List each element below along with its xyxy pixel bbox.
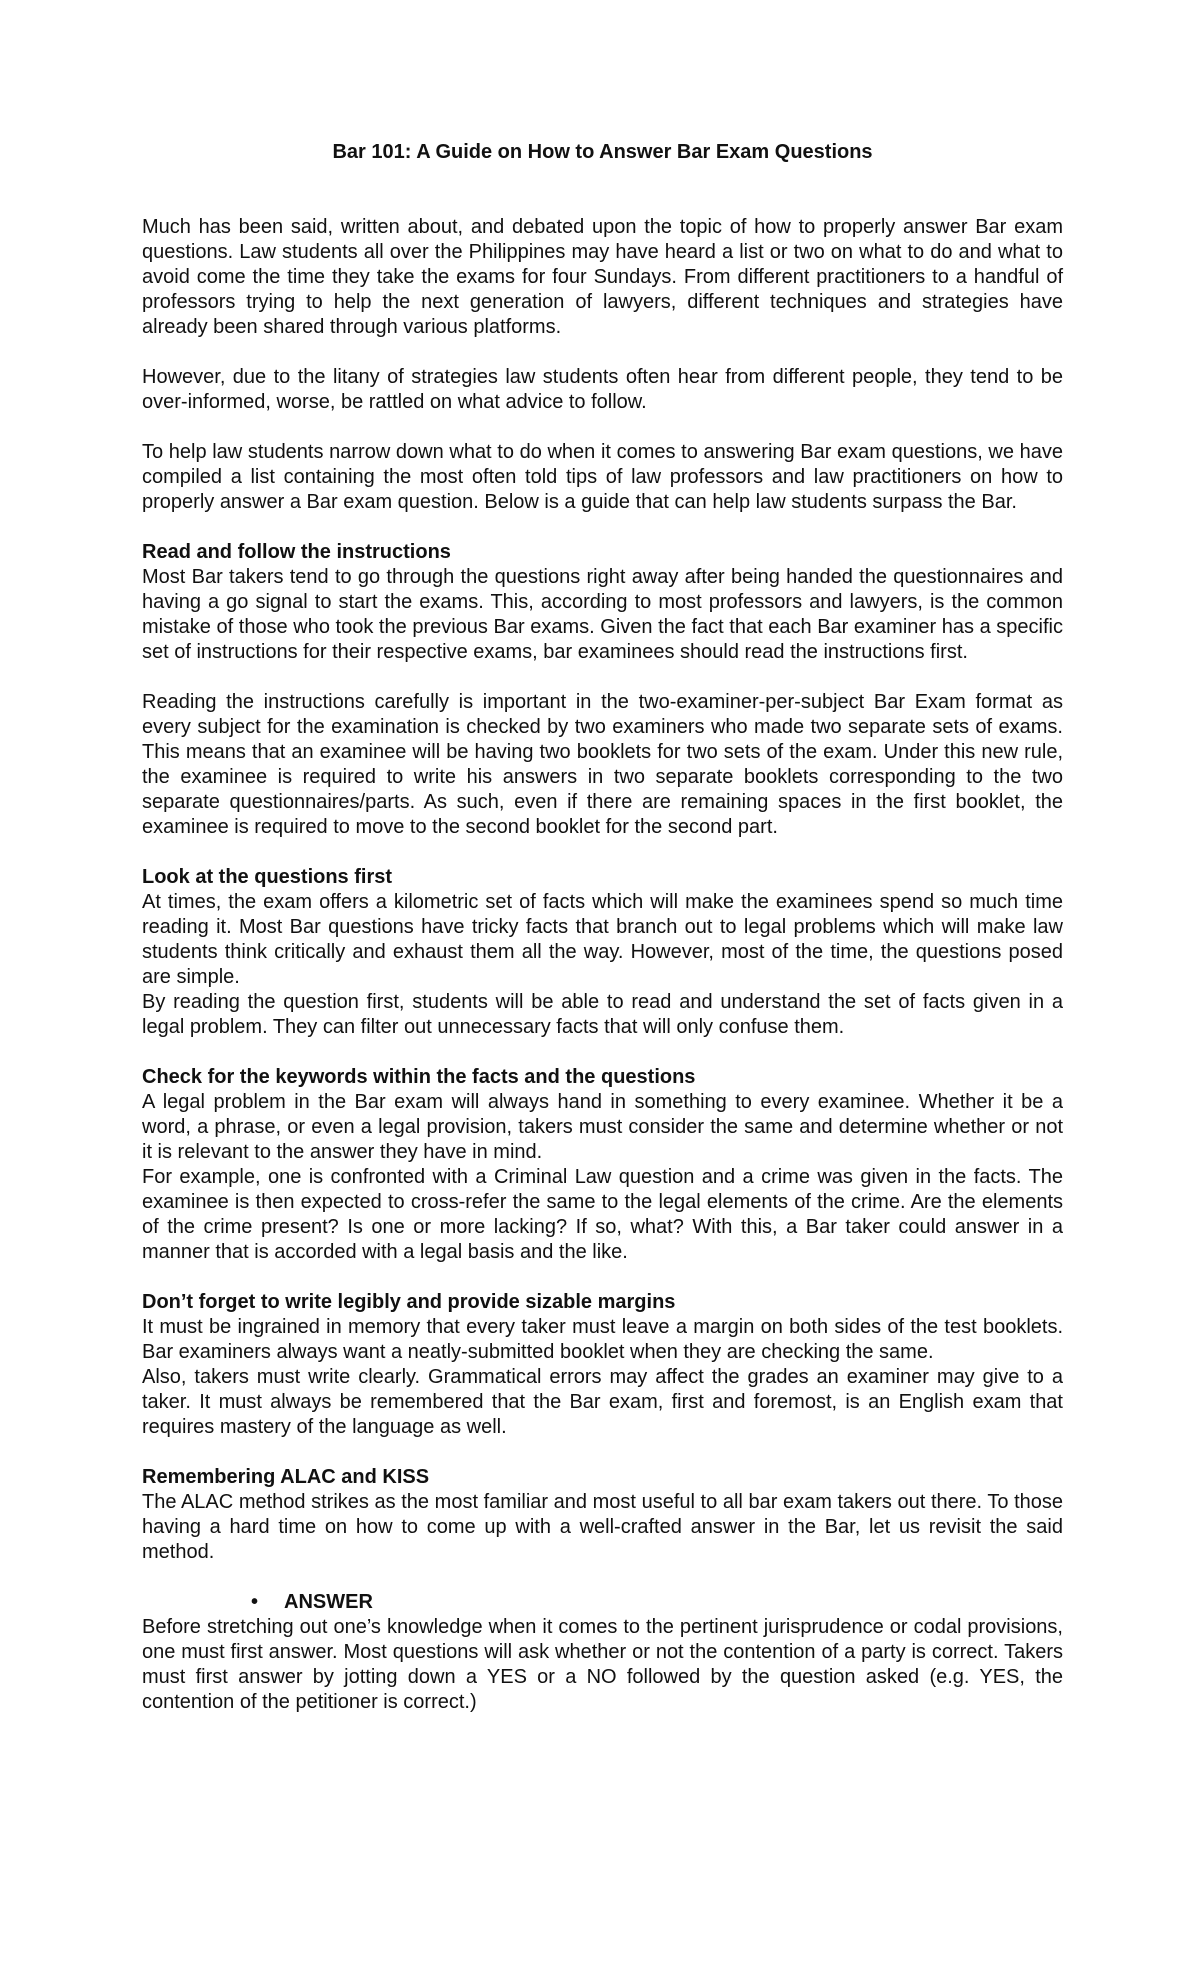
paragraph-spacer xyxy=(142,1265,1063,1290)
bullet-paragraph: Before stretching out one’s knowledge when it comes to the pertinent jurisprudence or codal provisions, one must first answer. Most questions will ask whether or not the contention of a party is correct. Takers must first answer by jotting down a YES or a NO followed by the question asked (e.g. YES, the contention of the petitioner is correct.) xyxy=(142,1616,1063,1713)
section-read-instructions xyxy=(142,540,1063,840)
bullet-label: ANSWER xyxy=(284,1591,373,1613)
paragraph-spacer xyxy=(142,415,1063,440)
section-legibility-margins xyxy=(142,1290,1063,1440)
section-heading: Check for the keywords within the facts and the questions xyxy=(142,1066,696,1088)
paragraph-spacer xyxy=(142,665,1063,690)
section-paragraph: By reading the question first, students will be able to read and understand the set of facts given in a legal problem. They can filter out unnecessary facts that will only confuse them. xyxy=(142,991,1063,1038)
paragraph-spacer xyxy=(142,840,1063,865)
section-paragraph: A legal problem in the Bar exam will always hand in something to every examinee. Whether it be a word, a phrase, or even a legal provision, takers must consider the same and determine whether or not it is relevant to the answer they have in mind. xyxy=(142,1091,1063,1163)
section-questions-first xyxy=(142,865,1063,1040)
section-paragraph: The ALAC method strikes as the most familiar and most useful to all bar exam takers out there. To those having a hard time on how to come up with a well-crafted answer in the Bar, let us revisit the said method. xyxy=(142,1491,1063,1563)
intro-paragraph-3: To help law students narrow down what to do when it comes to answering Bar exam questions, we have compiled a list containing the most often told tips of law professors and law practitioners on how to properly answer a Bar exam question. Below is a guide that can help law students surpass the Bar. xyxy=(142,441,1063,513)
section-heading: Remembering ALAC and KISS xyxy=(142,1466,430,1488)
document-body xyxy=(142,140,1063,1715)
section-paragraph: Most Bar takers tend to go through the questions right away after being handed the questionnaires and having a go signal to start the exams. This, according to most professors and lawyers, is the common mistake of those who took the previous Bar exams. Given the fact that each Bar examiner has a specific set of instructions for their respective exams, bar examinees should read the instructions first. xyxy=(142,566,1063,663)
section-keywords xyxy=(142,1065,1063,1265)
section-paragraph: For example, one is confronted with a Criminal Law question and a crime was given in the facts. The examinee is then expected to cross-refer the same to the legal elements of the crime. Are the elements of the crime present? Is one or more lacking? If so, what? With this, a Bar taker could answer in a manner that is accorded with a legal basis and the like. xyxy=(142,1166,1063,1263)
section-heading: Don’t forget to write legibly and provide sizable margins xyxy=(142,1291,676,1313)
section-heading: Read and follow the instructions xyxy=(142,541,451,563)
paragraph-spacer xyxy=(142,1040,1063,1065)
paragraph-spacer xyxy=(142,515,1063,540)
intro-paragraph-2: However, due to the litany of strategies law students often hear from different people, they tend to be over-informed, worse, be rattled on what advice to follow. xyxy=(142,366,1063,413)
section-paragraph: At times, the exam offers a kilometric set of facts which will make the examinees spend so much time reading it. Most Bar questions have tricky facts that branch out to legal problems which will make law students think critically and exhaust them all the way. However, most of the time, the questions posed are simple. xyxy=(142,891,1063,988)
paragraph-spacer xyxy=(142,1565,1063,1590)
document-title: Bar 101: A Guide on How to Answer Bar Exam Questions xyxy=(332,141,873,163)
section-paragraph: It must be ingrained in memory that every taker must leave a margin on both sides of the test booklets. Bar examiners always want a neatly-submitted booklet when they are checking the same. xyxy=(142,1316,1063,1363)
paragraph-spacer xyxy=(142,340,1063,365)
paragraph-spacer xyxy=(142,1440,1063,1465)
section-alac-kiss xyxy=(142,1465,1063,1565)
section-paragraph: Reading the instructions carefully is important in the two-examiner-per-subject Bar Exam format as every subject for the examination is checked by two examiners who made two separate sets of exams. This means that an examinee will be having two booklets for two sets of the exam. Under this new rule, the examinee is required to write his answers in two separate booklets corresponding to the two separate questionnaires/parts. As such, even if there are remaining spaces in the first booklet, the examinee is required to move to the second booklet for the second part. xyxy=(142,691,1063,838)
intro-paragraph-1: Much has been said, written about, and debated upon the topic of how to properly answer Bar exam questions. Law students all over the Philippines may have heard a list or two on what to do and what to avoid come the time they take the exams for four Sundays. From different practitioners to a handful of professors trying to help the next generation of lawyers, different techniques and strategies have already been shared through various platforms. xyxy=(142,216,1063,338)
section-heading: Look at the questions first xyxy=(142,866,393,888)
bullet-item-answer xyxy=(142,1590,1063,1615)
section-paragraph: Also, takers must write clearly. Grammatical errors may affect the grades an examiner may give to a taker. It must always be remembered that the Bar exam, first and foremost, is an English exam that requires mastery of the language as well. xyxy=(142,1366,1063,1438)
bullet-icon: • xyxy=(251,1591,259,1613)
